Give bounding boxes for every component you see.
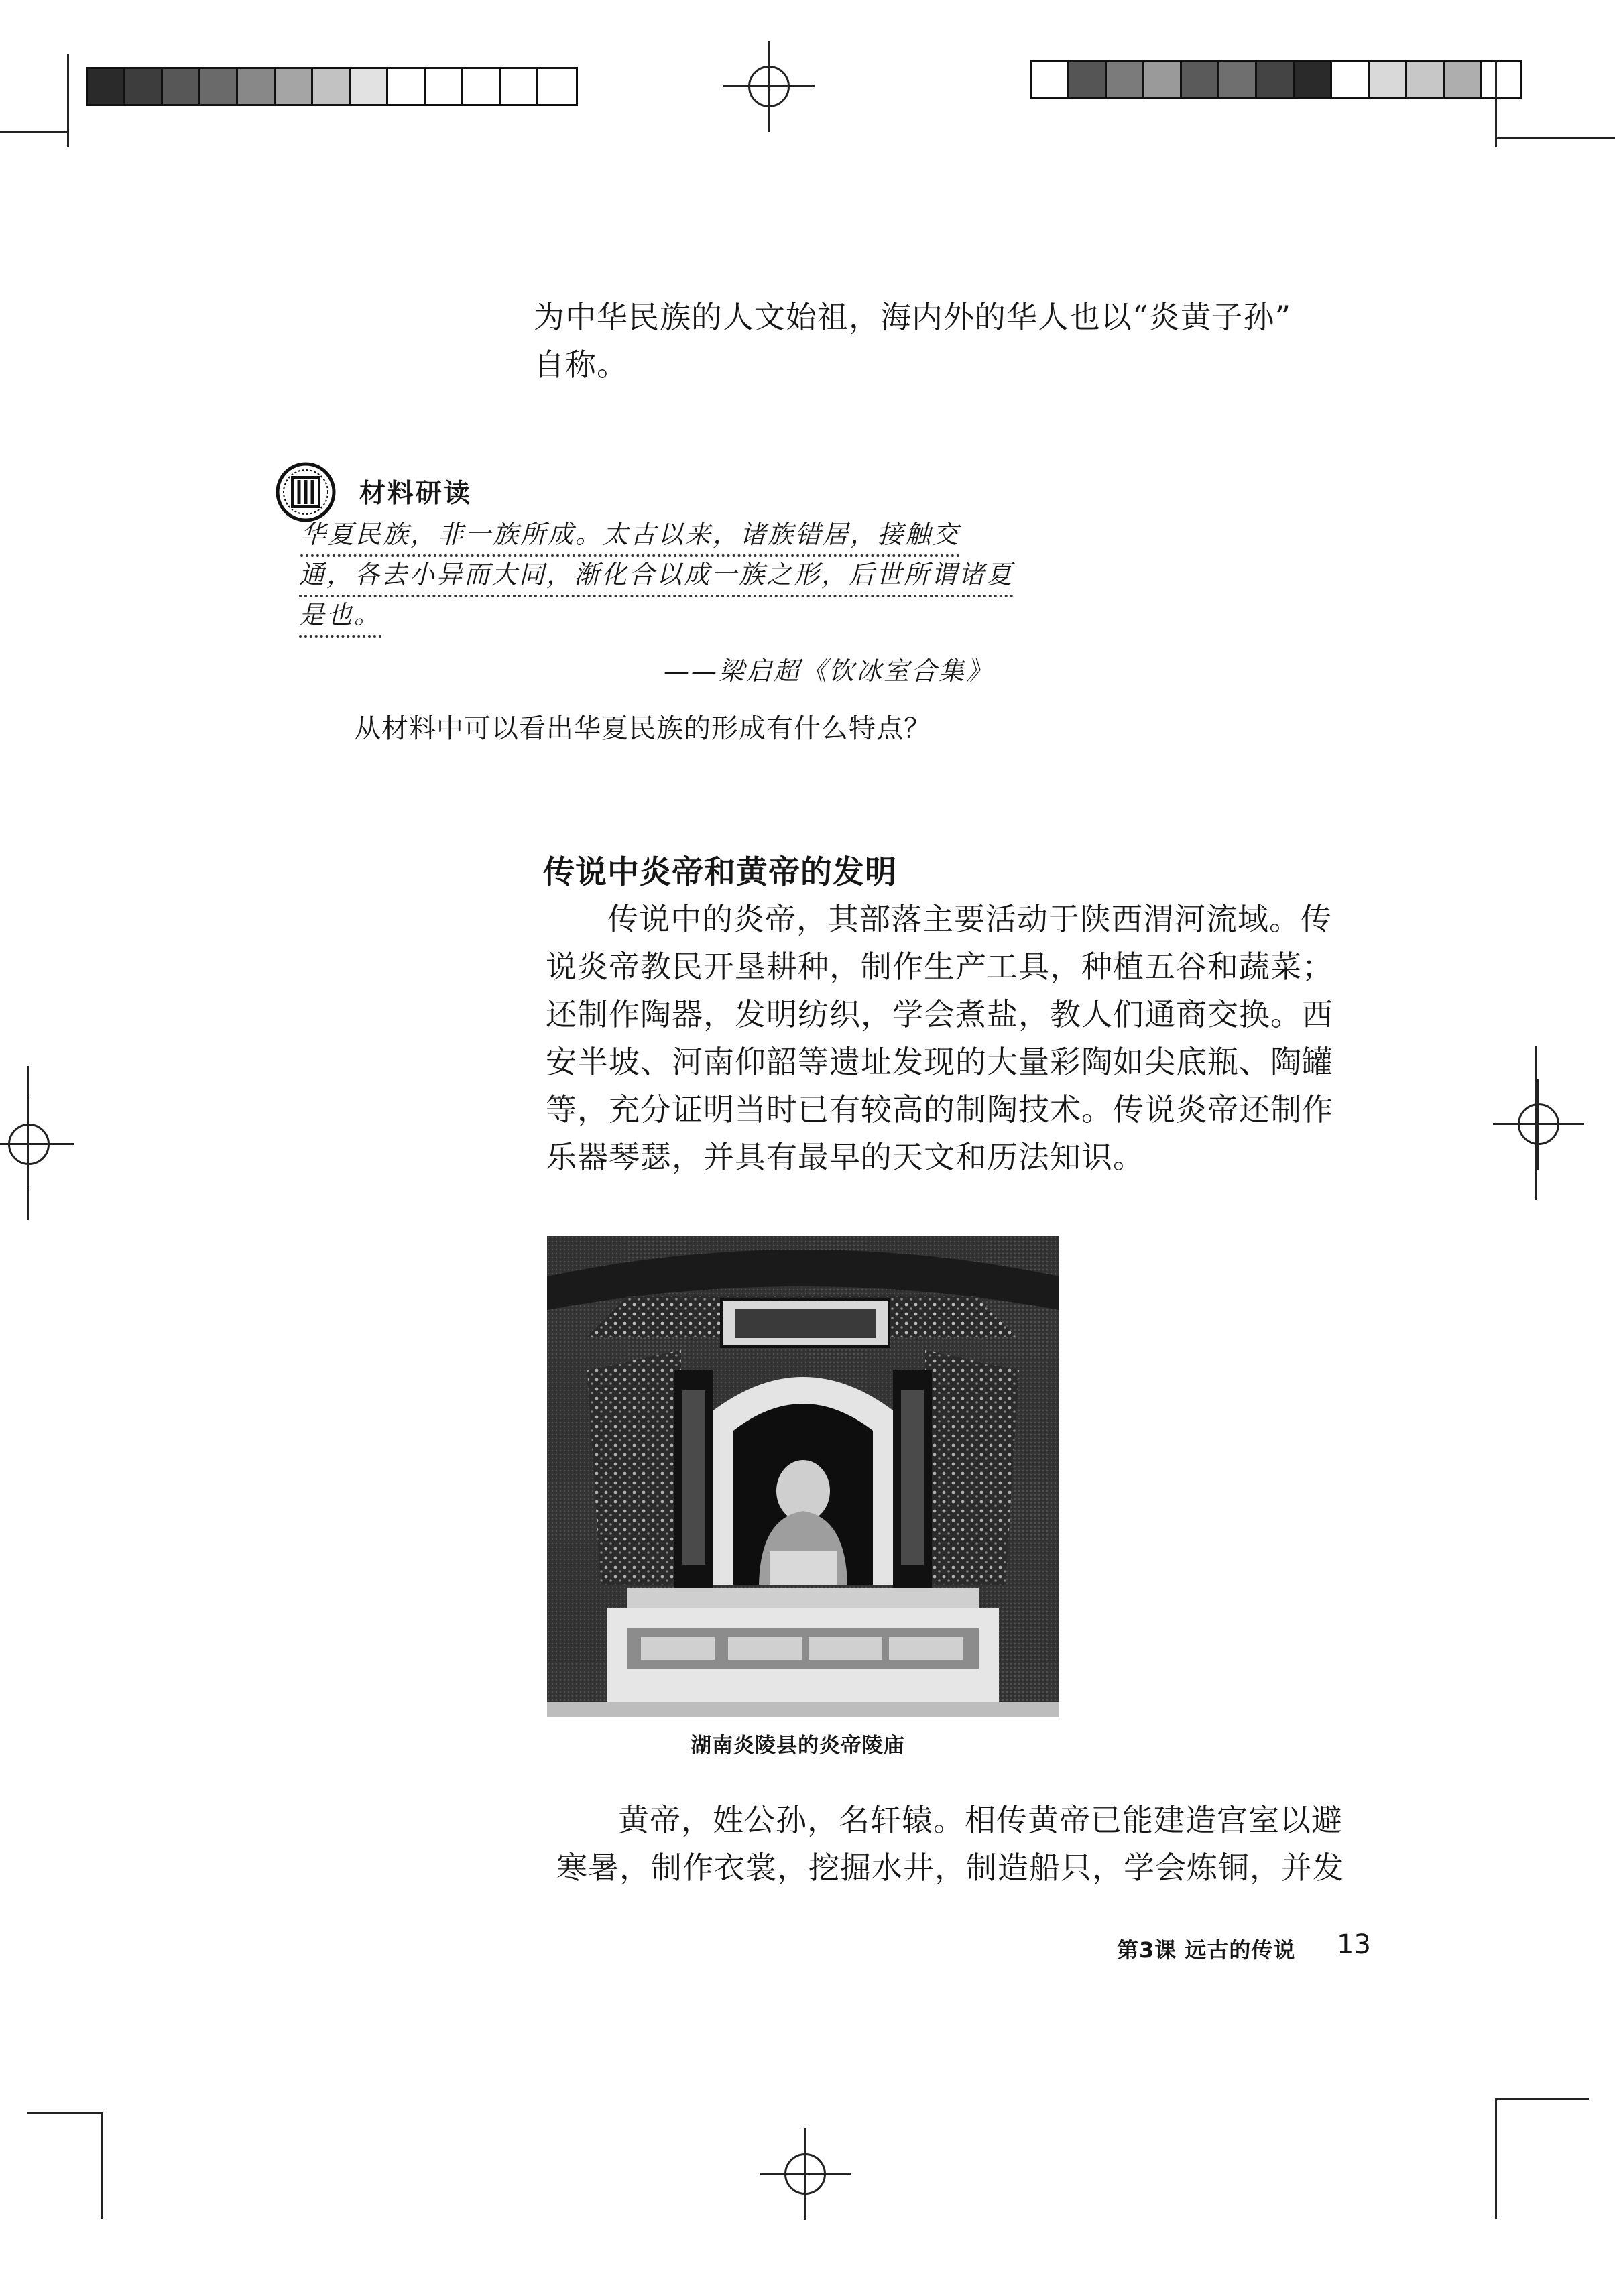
crop-mark <box>0 131 67 133</box>
temple-photo <box>547 1236 1059 1717</box>
crosshair-circle-icon <box>1518 1103 1559 1145</box>
crop-mark <box>1495 2098 1589 2100</box>
section-heading: 传说中炎帝和黄帝的发明 <box>543 854 897 891</box>
material-quote <box>300 515 960 557</box>
quote-line: 通，各去小异而大同，渐化合以成一族之形，后世所谓诸夏 <box>299 555 1014 597</box>
material-quote <box>299 595 381 638</box>
material-title: 材料研读 <box>359 479 473 509</box>
temple-photo-illustration <box>547 1236 1059 1717</box>
crosshair-circle-icon <box>8 1124 50 1165</box>
paragraph-line: 寒暑，制作衣裳，挖掘水井，制造船只，学会炼铜，并发 <box>556 1850 1344 1886</box>
paragraph-line: 还制作陶器，发明纺织，学会煮盐，教人们通商交换。西 <box>546 996 1333 1032</box>
continuation-line: 自称。 <box>534 347 628 383</box>
quote-source: ——梁启超《饮冰室合集》 <box>664 656 994 686</box>
paragraph-line: 安半坡、河南仰韶等遗址发现的大量彩陶如尖底瓶、陶罐 <box>546 1044 1333 1080</box>
crop-mark <box>1495 60 1497 147</box>
color-bar-right <box>1030 60 1522 99</box>
paragraph-line: 说炎帝教民开垦耕种，制作生产工具，种植五谷和蔬菜； <box>546 949 1333 985</box>
crop-mark <box>1495 2098 1497 2219</box>
section-paragraph-2 <box>556 1797 1344 1892</box>
material-quote <box>299 555 1014 597</box>
color-bar-left <box>86 67 578 106</box>
crop-mark <box>27 2112 101 2114</box>
continuation-paragraph <box>534 294 1291 389</box>
page-number: 13 <box>1337 1929 1371 1960</box>
paragraph-line: 乐器琴瑟，并具有最早的天文和历法知识。 <box>546 1139 1144 1175</box>
photo-caption: 湖南炎陵县的炎帝陵庙 <box>691 1734 905 1758</box>
continuation-line: 为中华民族的人文始祖，海内外的华人也以“炎黄子孙” <box>534 299 1292 335</box>
paragraph-line: 传说中的炎帝，其部落主要活动于陕西渭河流域。传 <box>607 901 1332 937</box>
quote-line: 华夏民族，非一族所成。太古以来，诸族错居，接触交 <box>300 515 960 557</box>
crop-mark <box>101 2112 103 2219</box>
paragraph-line: 等，充分证明当时已有较高的制陶技术。传说炎帝还制作 <box>546 1091 1333 1128</box>
crosshair-circle-icon <box>748 66 790 107</box>
section-paragraph-1 <box>546 896 1333 1181</box>
lesson-label: 第3课 远古的传说 <box>1117 1937 1296 1963</box>
crop-mark <box>67 54 69 147</box>
crosshair-circle-icon <box>784 2153 826 2195</box>
material-question: 从材料中可以看出华夏民族的形成有什么特点？ <box>354 713 931 744</box>
crop-mark <box>1495 137 1615 139</box>
paragraph-line: 黄帝，姓公孙，名轩辕。相传黄帝已能建造宫室以避 <box>618 1802 1343 1838</box>
quote-line: 是也。 <box>299 595 381 638</box>
